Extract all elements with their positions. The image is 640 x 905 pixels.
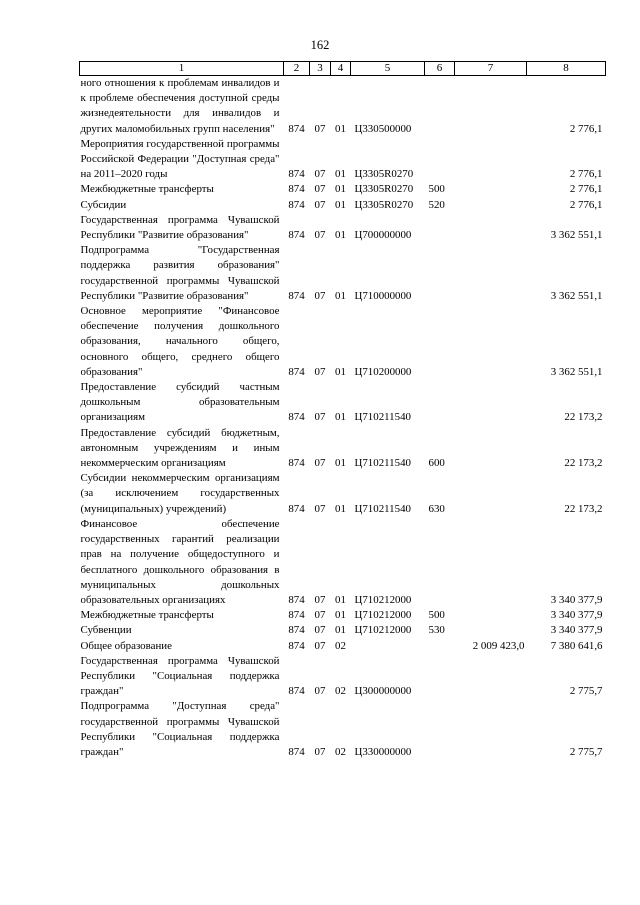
ministry-code: 874 [288, 183, 305, 196]
subsection-code: 01 [335, 229, 346, 242]
amount-col-7 [455, 304, 527, 380]
subsection-code: 01 [335, 198, 346, 211]
target-article-code: Ц3305R0270 [354, 183, 414, 196]
expense-type-code [425, 699, 455, 760]
amount-col-7 [455, 623, 527, 638]
expense-type-code: 630 [428, 502, 445, 515]
table-row [80, 76, 606, 137]
table-row [80, 198, 606, 213]
table-row [80, 213, 606, 243]
ministry-code: 874 [288, 289, 305, 302]
page-number: 162 [310, 38, 330, 52]
table-row [80, 182, 606, 197]
ministry-code: 874 [288, 685, 305, 698]
expense-type-code [425, 380, 455, 426]
target-article-code: Ц700000000 [354, 229, 412, 242]
row-name: Предоставление субсидий бюджетным, автономным учреждениям и иным некоммерческим организациям [80, 426, 280, 470]
ministry-code: 874 [288, 365, 305, 378]
ministry-code: 874 [288, 609, 305, 622]
target-article-code: Ц330000000 [354, 745, 412, 758]
subsection-code: 01 [335, 411, 346, 424]
amount-col-8: 3 340 377,9 [550, 609, 603, 622]
section-code: 07 [314, 168, 326, 181]
target-article-code: Ц710211540 [354, 411, 411, 424]
table-row [80, 426, 606, 472]
amount-col-7 [455, 76, 527, 137]
amount-col-7 [455, 182, 527, 197]
section-code: 07 [314, 229, 326, 242]
section-code: 07 [314, 183, 326, 196]
amount-col-8: 2 776,1 [569, 183, 603, 196]
column-number-header [80, 62, 606, 76]
section-code: 07 [314, 745, 326, 758]
header-col-2: 2 [284, 62, 310, 76]
target-article-code [351, 639, 425, 654]
table-row [80, 623, 606, 638]
expense-type-code [425, 243, 455, 304]
section-code: 07 [314, 624, 326, 637]
section-code: 07 [314, 593, 326, 606]
subsection-code: 02 [335, 745, 346, 758]
header-col-3: 3 [310, 62, 331, 76]
section-code: 07 [314, 365, 326, 378]
target-article-code: Ц710211540 [354, 457, 411, 470]
header-col-1: 1 [80, 62, 284, 76]
target-article-code: Ц710212000 [354, 609, 412, 622]
table-row [80, 639, 606, 654]
subsection-code: 02 [335, 685, 346, 698]
row-name: Межбюджетные трансферты [80, 183, 214, 196]
amount-col-8: 3 340 377,9 [550, 593, 603, 606]
expense-type-code [425, 517, 455, 608]
amount-col-8: 22 173,2 [564, 502, 603, 515]
table-row [80, 243, 606, 304]
expense-type-code: 520 [428, 198, 445, 211]
amount-col-7 [455, 198, 527, 213]
target-article-code: Ц710212000 [354, 593, 412, 606]
ministry-code: 874 [288, 624, 305, 637]
amount-col-7 [455, 517, 527, 608]
subsection-code: 01 [335, 593, 346, 606]
row-name: Субсидии [80, 198, 127, 211]
table-row [80, 471, 606, 517]
subsection-code: 02 [335, 639, 346, 652]
table-row [80, 608, 606, 623]
row-name: ного отношения к проблемам инвалидов и к проблеме обеспечения доступной среды жизнедеятельности для инвалидов и других маломобильных групп населения" [80, 77, 280, 135]
row-name: Общее образование [80, 639, 172, 652]
table-row [80, 699, 606, 760]
row-name: Субсидии некоммерческим организациям (за исключением государственных (муниципальных) учреждений) [80, 472, 280, 515]
expense-type-code [425, 654, 455, 700]
target-article-code: Ц710212000 [354, 624, 412, 637]
section-code: 07 [314, 457, 326, 470]
amount-col-8: 22 173,2 [564, 411, 603, 424]
table-row [80, 380, 606, 426]
expense-type-code [425, 304, 455, 380]
target-article-code: Ц300000000 [354, 685, 412, 698]
expense-type-code [425, 76, 455, 137]
section-code: 07 [314, 639, 326, 652]
expense-type-code: 530 [428, 624, 445, 637]
subsection-code: 01 [335, 624, 346, 637]
amount-col-7 [455, 380, 527, 426]
section-code: 07 [314, 289, 326, 302]
expense-type-code [425, 213, 455, 243]
amount-col-7 [455, 471, 527, 517]
amount-col-7: 2 009 423,0 [472, 639, 525, 652]
table-row [80, 654, 606, 700]
amount-col-8: 3 340 377,9 [550, 624, 603, 637]
header-col-7: 7 [455, 62, 527, 76]
amount-col-7 [455, 137, 527, 183]
amount-col-7 [455, 654, 527, 700]
table-row [80, 137, 606, 183]
section-code: 07 [314, 609, 326, 622]
row-name: Мероприятия государственной программы Российской Федерации "Доступная среда" на 2011–2020 годы [80, 137, 280, 181]
table-body [80, 76, 606, 761]
row-name: Субвенции [80, 624, 132, 637]
section-code: 07 [314, 502, 326, 515]
amount-col-7 [455, 608, 527, 623]
budget-table [79, 61, 606, 760]
expense-type-code: 500 [428, 609, 445, 622]
target-article-code: Ц710200000 [354, 365, 412, 378]
subsection-code: 01 [335, 365, 346, 378]
expense-type-code: 600 [428, 457, 445, 470]
row-name: Предоставление субсидий частным дошкольным образовательным организациям [80, 381, 280, 424]
expense-type-code: 500 [428, 183, 445, 196]
header-col-4: 4 [331, 62, 351, 76]
subsection-code: 01 [335, 183, 346, 196]
row-name: Государственная программа Чувашской Республики "Развитие образования" [80, 213, 280, 242]
subsection-code: 01 [335, 122, 346, 135]
row-name: Финансовое обеспечение государственных гарантий реализации прав на получение общедоступного и бесплатного дошкольного образования в муниципальных дошкольных образовательных организациях [80, 517, 280, 606]
amount-col-8: 2 775,7 [569, 685, 603, 698]
section-code: 07 [314, 122, 326, 135]
ministry-code: 874 [288, 122, 305, 135]
amount-col-8: 22 173,2 [564, 457, 603, 470]
ministry-code: 874 [288, 198, 305, 211]
amount-col-8: 3 362 551,1 [550, 365, 603, 378]
amount-col-7 [455, 699, 527, 760]
expense-type-code [425, 639, 455, 654]
ministry-code: 874 [288, 168, 305, 181]
amount-col-8: 7 380 641,6 [550, 639, 603, 652]
amount-col-8: 3 362 551,1 [550, 289, 603, 302]
row-name: Основное мероприятие "Финансовое обеспечение получения дошкольного образования, начального общего, основного общего, среднего общего образования" [80, 305, 280, 378]
amount-col-8: 3 362 551,1 [550, 229, 603, 242]
row-name: Подпрограмма "Государственная поддержка развития образования" государственной программы Чувашской Республики "Развитие образования" [80, 244, 280, 302]
table-row [80, 304, 606, 380]
section-code: 07 [314, 198, 326, 211]
subsection-code: 01 [335, 502, 346, 515]
subsection-code: 01 [335, 289, 346, 302]
target-article-code: Ц3305R0270 [354, 168, 414, 181]
section-code: 07 [314, 685, 326, 698]
expense-type-code [425, 137, 455, 183]
target-article-code: Ц330500000 [354, 122, 412, 135]
amount-col-7 [455, 213, 527, 243]
amount-col-8: 2 776,1 [569, 168, 603, 181]
amount-col-8: 2 776,1 [569, 198, 603, 211]
subsection-code: 01 [335, 168, 346, 181]
ministry-code: 874 [288, 229, 305, 242]
table-row [80, 517, 606, 608]
subsection-code: 01 [335, 609, 346, 622]
header-col-5: 5 [351, 62, 425, 76]
ministry-code: 874 [288, 639, 305, 652]
section-code: 07 [314, 411, 326, 424]
header-col-8: 8 [527, 62, 606, 76]
amount-col-7 [455, 426, 527, 472]
target-article-code: Ц710211540 [354, 502, 411, 515]
ministry-code: 874 [288, 745, 305, 758]
target-article-code: Ц3305R0270 [354, 198, 414, 211]
target-article-code: Ц710000000 [354, 289, 412, 302]
ministry-code: 874 [288, 593, 305, 606]
row-name: Подпрограмма "Доступная среда" государственной программы Чувашской Республики "Социальная поддержка граждан" [80, 700, 280, 758]
ministry-code: 874 [288, 411, 305, 424]
ministry-code: 874 [288, 457, 305, 470]
amount-col-8: 2 776,1 [569, 122, 603, 135]
ministry-code: 874 [288, 502, 305, 515]
header-col-6: 6 [425, 62, 455, 76]
row-name: Межбюджетные трансферты [80, 609, 214, 622]
amount-col-8: 2 775,7 [569, 745, 603, 758]
row-name: Государственная программа Чувашской Республики "Социальная поддержка граждан" [80, 654, 280, 698]
amount-col-7 [455, 243, 527, 304]
subsection-code: 01 [335, 457, 346, 470]
